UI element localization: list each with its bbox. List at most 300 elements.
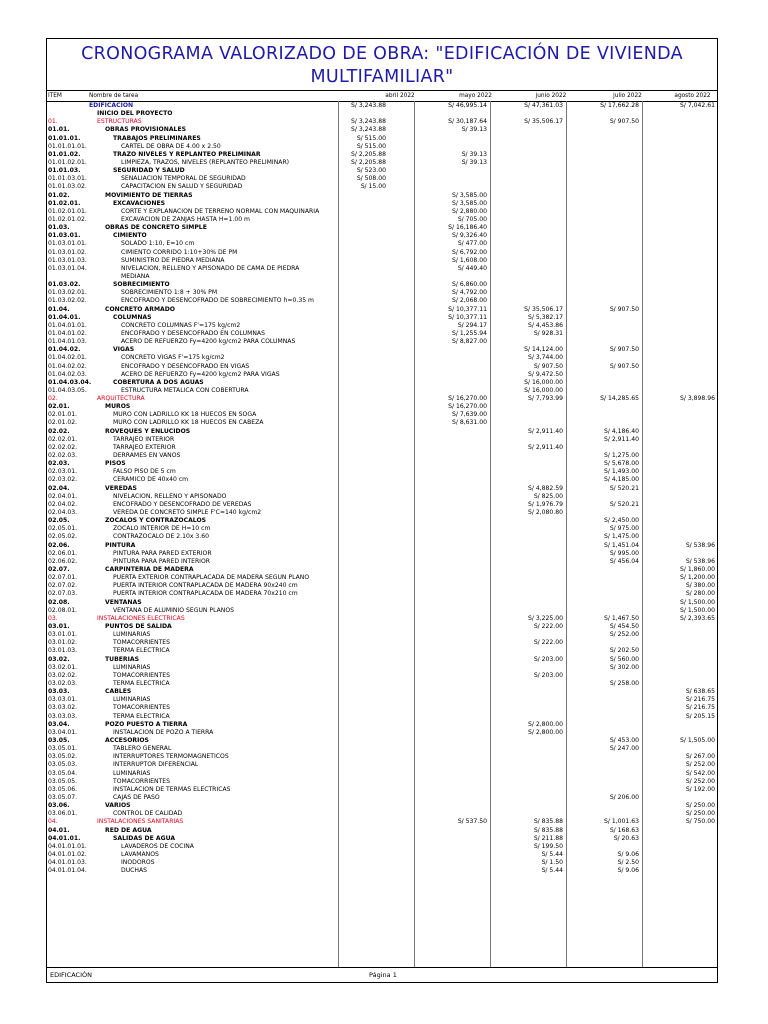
table-row (47, 843, 717, 851)
month-value: S/ 5.44 (541, 867, 563, 875)
item-code: 02.05.02. (48, 533, 78, 541)
table-row (47, 411, 717, 419)
month-value: S/ 750.00 (685, 818, 715, 826)
month-value: S/ 3,225.00 (528, 614, 563, 622)
task-name: OBRAS PROVISIONALES (105, 126, 186, 134)
month-value: S/ 515.00 (356, 142, 386, 150)
item-code: 01.04.02.03. (48, 370, 87, 378)
task-name: PUNTOS DE SALIDA (105, 623, 172, 630)
table-row (47, 680, 717, 688)
item-code: 03.05.03. (48, 761, 78, 769)
table-row (47, 558, 717, 566)
table-row (47, 859, 717, 867)
month-value: S/ 247.00 (609, 745, 639, 753)
page-title (47, 39, 717, 91)
item-code: 01.04.03.04. (48, 378, 92, 386)
task-name: TABLERO GENERAL (113, 745, 172, 753)
month-value: S/ 825.00 (533, 492, 563, 500)
task-name: DUCHAS (121, 867, 148, 875)
item-code: 02.03.01. (48, 468, 78, 476)
table-row (47, 827, 717, 835)
item-code: 01.03.01.01. (48, 240, 87, 248)
table-row (47, 664, 717, 672)
item-code: 03.03.02. (48, 704, 78, 712)
month-value: S/ 477.00 (457, 240, 487, 248)
task-name: VEREDAS (105, 484, 137, 492)
month-value: S/ 5,678.00 (604, 460, 639, 468)
month-value: S/ 39.13 (461, 158, 487, 166)
item-code: 02.04.02. (48, 500, 78, 508)
month-value: S/ 456.04 (609, 557, 639, 565)
item-code: 01.03.01.04. (48, 264, 87, 272)
table-row (47, 208, 717, 216)
task-name: EXCAVACIONES (113, 199, 166, 207)
item-code: 01.01.03. (48, 167, 81, 175)
column-divider (642, 101, 643, 968)
header-month-1: abril 2022 (385, 93, 415, 99)
task-name: LAVAMANOS (121, 850, 159, 858)
table-row (47, 753, 717, 761)
table-row (47, 615, 717, 623)
month-value: S/ 10,377.11 (448, 313, 487, 321)
table-row (47, 265, 717, 273)
table-row (47, 476, 717, 484)
header-month-2: mayo 2022 (459, 93, 492, 99)
month-value: S/ 222.00 (533, 639, 563, 647)
task-name: ESTRUCTURA METALICA CON COBERTURA (121, 386, 249, 394)
item-code: 01.03.01. (48, 232, 81, 240)
task-name: NIVELACIÓN, RELLENO Y APISONADO (113, 492, 227, 500)
month-value: S/ 1,475.00 (604, 533, 639, 541)
table-row (47, 192, 717, 200)
item-code: 01. (48, 118, 58, 126)
task-name: CONTRAZOCALO DE 2.10x 3.60 (113, 533, 209, 541)
month-value: S/ 3,898.96 (680, 395, 715, 403)
month-value: S/ 8,827.00 (452, 338, 487, 346)
item-code: 04. (48, 818, 58, 826)
table-row (47, 346, 717, 354)
month-value: S/ 1,451.04 (604, 541, 639, 549)
month-value: S/ 5.44 (541, 850, 563, 858)
month-value: S/ 1.50 (541, 859, 563, 867)
table-row (47, 428, 717, 436)
item-code: 03.01.03. (48, 647, 78, 655)
table-row (47, 867, 717, 875)
item-code: 01.02. (48, 191, 70, 199)
item-code: 02.08. (48, 598, 70, 606)
table-row (47, 631, 717, 639)
item-code: 01.03.02.01. (48, 289, 87, 297)
month-value: S/ 907.50 (609, 362, 639, 370)
month-value: S/ 3,243.88 (351, 118, 386, 126)
table-row (47, 566, 717, 574)
task-name: MURO CON LADRILLO KK 18 HUECOS EN CABEZA (113, 419, 264, 427)
item-code: 01.04.01.03. (48, 338, 87, 346)
task-name: TOMACORRIENTES (113, 671, 171, 679)
table-row (47, 118, 717, 126)
item-code: 02. (48, 395, 58, 403)
month-value: S/ 206.00 (609, 793, 639, 801)
month-value: S/ 216.75 (685, 704, 715, 712)
month-value: S/ 2,911.40 (604, 435, 639, 443)
task-name: LUMINARIAS (113, 631, 151, 639)
task-name: LUMINARIAS (113, 663, 151, 671)
item-code: 03. (48, 614, 58, 622)
item-code: 03.04. (48, 720, 70, 728)
month-value: S/ 520.21 (609, 484, 639, 492)
month-value: S/ 168.63 (609, 826, 639, 834)
month-value: S/ 222.00 (533, 623, 563, 630)
table-row (47, 289, 717, 297)
item-code: 01.04.01.01. (48, 321, 87, 329)
month-value: S/ 250.00 (685, 802, 715, 810)
task-name: CONCRETO ARMADO (105, 305, 175, 313)
item-code: 01.01.03.02. (48, 183, 87, 191)
item-code: 01.04.03.05. (48, 386, 87, 394)
month-value: S/ 1,467.50 (604, 614, 639, 622)
month-value: S/ 6,860.00 (452, 281, 487, 289)
task-name: SEÑALIACIÓN TEMPORAL DE SEGURIDAD (121, 175, 246, 183)
month-value: S/ 454.50 (609, 623, 639, 630)
month-value: S/ 252.00 (685, 761, 715, 769)
task-name: PINTURA (105, 541, 136, 549)
task-name: ESTRUCTURAS (97, 118, 142, 126)
task-name: ACERO DE REFUERZO Fy=4200 kg/cm2 PARA COLUMNAS (121, 338, 296, 346)
item-code: 02.05.01. (48, 525, 78, 533)
month-value: S/ 2,450.00 (604, 517, 639, 525)
table-row (47, 574, 717, 582)
table-row (47, 200, 717, 208)
month-value: S/ 16,000.00 (524, 378, 563, 386)
header-task-name: Nombre de tarea (89, 93, 139, 99)
item-code: 03.06.01. (48, 810, 78, 818)
item-code: 01.03.01.02. (48, 248, 87, 256)
month-value: S/ 907.50 (609, 118, 639, 126)
item-code: 03.05.02. (48, 753, 78, 761)
task-name: PUERTA INTERIOR CONTRAPLACADA DE MADERA 90x240 cm (113, 582, 298, 590)
task-name: NIVELACIÓN, RELLENO Y APISONADO DE CAMA DE PIEDRA (121, 264, 300, 272)
table-row (47, 721, 717, 729)
item-code: 01.04.01. (48, 313, 81, 321)
month-value: S/ 39.13 (461, 126, 487, 134)
month-value: S/ 252.00 (685, 777, 715, 785)
month-value: S/ 16,270.00 (448, 395, 487, 403)
item-code: 03.02. (48, 655, 70, 663)
month-value: S/ 16,186.40 (448, 224, 487, 232)
table-row (47, 590, 717, 598)
month-value: S/ 4,185.00 (604, 476, 639, 484)
month-value: S/ 202.50 (609, 647, 639, 655)
table-row (47, 110, 717, 118)
column-divider (490, 101, 491, 968)
item-code: 03.02.01. (48, 663, 78, 671)
table-row (47, 338, 717, 346)
table-row (47, 371, 717, 379)
task-name: INODOROS (121, 859, 155, 867)
item-code: 03.05.04. (48, 769, 78, 777)
task-name: PUERTA INTERIOR CONTRAPLACADA DE MADERA 70x210 cm (113, 590, 298, 598)
month-value: S/ 35,506.17 (524, 118, 563, 126)
item-code: 02.04.01. (48, 492, 78, 500)
month-value: S/ 35,506.17 (524, 305, 563, 313)
task-name: CIMIENTO CORRIDO 1:10+30% DE PM (121, 248, 238, 256)
table-row (47, 786, 717, 794)
month-value: S/ 705.00 (457, 215, 487, 223)
month-value: S/ 9.06 (617, 867, 639, 875)
month-value: S/ 3,744.00 (528, 354, 563, 362)
month-value: S/ 7,042.61 (680, 102, 715, 109)
table-row (47, 395, 717, 403)
table-row (47, 501, 717, 509)
month-value: S/ 5,382.17 (528, 313, 563, 321)
month-value: S/ 2,880.00 (452, 207, 487, 215)
task-name: TOMACORRIENTES (113, 639, 171, 647)
item-code: 01.01.01.01. (48, 142, 87, 150)
item-code: 04.01. (48, 826, 70, 834)
month-value: S/ 16,000.00 (524, 386, 563, 394)
month-value: S/ 538.96 (685, 557, 715, 565)
task-name: LUMINARIAS (113, 696, 151, 704)
task-name: FALSO PISO DE 5 cm (113, 468, 176, 476)
table-row (47, 639, 717, 647)
item-code: 02.07. (48, 566, 70, 574)
item-code: 02.01. (48, 403, 70, 411)
month-value: S/ 16,270.00 (448, 403, 487, 411)
task-name: CERAMICO DE 40x40 cm (113, 476, 189, 484)
table-row (47, 419, 717, 427)
task-name: LIMPIEZA, TRAZOS, NIVELES (REPLANTEO PRELIMINAR) (121, 158, 290, 166)
month-value: S/ 267.00 (685, 753, 715, 761)
header-month-4: julio 2022 (613, 93, 642, 99)
table-row (47, 550, 717, 558)
table-row (47, 778, 717, 786)
table-row (47, 810, 717, 818)
item-code: 01.03.01.03. (48, 256, 87, 264)
table-row (47, 745, 717, 753)
month-value: S/ 2.50 (617, 859, 639, 867)
table-row (47, 509, 717, 517)
month-value: S/ 1,505.00 (680, 736, 715, 744)
table-row (47, 322, 717, 330)
month-value: S/ 2,205.88 (351, 150, 386, 158)
month-value: S/ 907.50 (609, 346, 639, 354)
item-code: 04.01.01.03. (48, 859, 87, 867)
month-value: S/ 995.00 (609, 549, 639, 557)
table-row (47, 314, 717, 322)
task-name: INTERRUPTORES TERMOMAGNETICOS (113, 753, 229, 761)
item-code: 03.03.03. (48, 712, 78, 720)
month-value: S/ 15.00 (360, 183, 386, 191)
task-name: TRAZO NIVELES Y REPLANTEO PRELIMINAR (113, 150, 261, 158)
table-row (47, 306, 717, 314)
task-name: SUMINISTRO DE PIEDRA MEDIANA (121, 256, 225, 264)
task-name: ENCOFRADO Y DESENCOFRADO EN VIGAS (121, 362, 250, 370)
item-code: 02.07.01. (48, 574, 78, 582)
item-code: 03.05.07. (48, 793, 78, 801)
task-name: EDIFICACIÓN (89, 102, 134, 109)
task-name: TARRAJEO EXTERIOR (113, 443, 176, 451)
table-row (47, 468, 717, 476)
item-code: 03.01.01. (48, 631, 78, 639)
task-name: ACERO DE REFUERZO Fy=4200 kg/cm2 PARA VIGAS (121, 370, 280, 378)
table-row (47, 794, 717, 802)
item-code: 03.06. (48, 802, 70, 810)
month-value: S/ 20.63 (613, 834, 639, 842)
item-code: 03.01.02. (48, 639, 78, 647)
table-row (47, 126, 717, 134)
table-row (47, 542, 717, 550)
table-row (47, 387, 717, 395)
task-name: LUMINARIAS (113, 769, 151, 777)
table-row (47, 257, 717, 265)
table-row (47, 330, 717, 338)
table-row (47, 240, 717, 248)
table-row (47, 297, 717, 305)
item-code: 03.05.05. (48, 777, 78, 785)
item-code: 02.01.02. (48, 419, 78, 427)
task-name: ZOCALOS Y CONTRAZOCALOS (105, 517, 207, 525)
item-code: 04.01.01.01. (48, 842, 87, 850)
month-value: S/ 203.00 (533, 655, 563, 663)
month-value: S/ 1,860.00 (680, 566, 715, 574)
item-code: 01.03. (48, 224, 70, 232)
table-row (47, 688, 717, 696)
month-value: S/ 9,326.40 (452, 232, 487, 240)
month-value: S/ 928.31 (533, 329, 563, 337)
task-name: SOBRECIMIENTO (113, 281, 170, 289)
task-name: INTERRUPTOR DIFERENCIAL (113, 761, 199, 769)
task-name: DERRAMES EN VANOS (113, 452, 181, 460)
item-code: 01.04.02.01. (48, 354, 87, 362)
task-name: SOBRECIMIENTO 1:8 + 30% PM (121, 289, 218, 297)
month-value: S/ 538.96 (685, 541, 715, 549)
month-value: S/ 515.00 (356, 134, 386, 142)
table-row (47, 647, 717, 655)
header-month-3: junio 2022 (535, 93, 567, 99)
table-row (47, 533, 717, 541)
item-code: 01.01.02.01. (48, 158, 87, 166)
task-name: INSTALACION DE POZO A TIERRA (113, 728, 214, 736)
month-value: S/ 46,995.14 (448, 102, 487, 109)
month-value: S/ 537.50 (457, 818, 487, 826)
item-code: 01.02.01. (48, 199, 81, 207)
task-name: ENCOFRADO Y DESENCOFRADO DE SOBRECIMIENTO h=0.35 m (121, 297, 314, 305)
table-row (47, 436, 717, 444)
task-name: VENTANA DE ALUMINIO SEGÚN PLANOS (113, 606, 234, 614)
item-code: 01.01.03.01. (48, 175, 87, 183)
task-name: TUBERIAS (105, 655, 139, 663)
month-value: S/ 1,001.63 (604, 818, 639, 826)
column-divider (338, 101, 339, 968)
task-name: PUERTA EXTERIOR CONTRAPLACADA DE MADERA SEGÚN PLANO (113, 574, 310, 582)
table-row (47, 135, 717, 143)
table-row (47, 851, 717, 859)
task-name: CABLES (105, 688, 132, 696)
task-name: CAJAS DE PASO (113, 793, 160, 801)
month-value: S/ 199.50 (533, 842, 563, 850)
month-value: S/ 638.65 (685, 688, 715, 696)
item-code: 01.02.01.02. (48, 215, 87, 223)
task-name: TERMA ELECTRICA (113, 679, 170, 687)
item-code: 01.03.02. (48, 281, 81, 289)
table-row (47, 281, 717, 289)
month-value: S/ 523.00 (356, 167, 386, 175)
task-name: TOMACORRIENTES (113, 777, 171, 785)
month-value: S/ 1,275.00 (604, 452, 639, 460)
task-name: ZOCALO INTERIOR DE H=10 cm (113, 525, 211, 533)
table-row (47, 704, 717, 712)
task-name: PINTURA PARA PARED INTERIOR (113, 557, 211, 565)
item-code: 03.02.02. (48, 671, 78, 679)
month-value: S/ 1,255.94 (452, 329, 487, 337)
task-name: POZO PUESTO A TIERRA (105, 720, 188, 728)
item-code: 02.02.02. (48, 443, 78, 451)
month-value: S/ 2,393.65 (680, 614, 715, 622)
month-value: S/ 4,792.00 (452, 289, 487, 297)
task-name: VIGAS (113, 346, 135, 354)
item-code: 01.01. (48, 126, 70, 134)
task-name: INSTALACIONES SANITARIAS (97, 818, 184, 826)
task-name: ARQUITECTURA (97, 395, 145, 403)
item-code: 01.04.02.02. (48, 362, 87, 370)
task-name: MOVIMIENTO DE TIERRAS (105, 191, 193, 199)
item-code: 02.07.02. (48, 582, 78, 590)
table-row (47, 379, 717, 387)
table-row (47, 672, 717, 680)
task-name: MEDIANA (121, 272, 150, 280)
table-row (47, 713, 717, 721)
task-name: OBRAS DE CONCRETO SIMPLE (105, 224, 207, 232)
item-code: 01.04. (48, 305, 70, 313)
table-row (47, 761, 717, 769)
task-name: SEGURIDAD Y SALUD (113, 167, 185, 175)
item-code: 02.03. (48, 460, 70, 468)
month-value: S/ 192.00 (685, 785, 715, 793)
table-row (47, 452, 717, 460)
item-code: 03.05.01. (48, 745, 78, 753)
table-row (47, 525, 717, 533)
item-code: 01.01.01. (48, 134, 81, 142)
item-code: 04.01.01.02. (48, 850, 87, 858)
header-item: ITEM (48, 93, 62, 99)
table-row (47, 696, 717, 704)
task-name: ENCOFRADO Y DESENCOFRADO EN COLUMNAS (121, 329, 265, 337)
table-row (47, 485, 717, 493)
item-code: 03.03.01. (48, 696, 78, 704)
footer-page-number: Página 1 (369, 971, 397, 979)
item-code: 03.04.01. (48, 728, 78, 736)
month-value: S/ 7,639.00 (452, 411, 487, 419)
month-value: S/ 907.50 (533, 362, 563, 370)
month-value: S/ 7,793.99 (528, 395, 563, 403)
table-row (47, 835, 717, 843)
task-name: ENCOFRADO Y DESENCOFRADO DE VEREDAS (113, 500, 252, 508)
item-code: 01.02.01.01. (48, 207, 87, 215)
task-name: CORTE Y EXPLANACION DE TERRENO NORMAL CON MAQUINARIA (121, 207, 320, 215)
table-row (47, 729, 717, 737)
month-value: S/ 4,882.59 (528, 484, 563, 492)
month-value: S/ 250.00 (685, 810, 715, 818)
table-row (47, 102, 717, 110)
month-value: S/ 1,500.00 (680, 606, 715, 614)
task-name: CONTROL DE CALIDAD (113, 810, 183, 818)
month-value: S/ 258.00 (609, 679, 639, 687)
month-value: S/ 3,585.00 (452, 191, 487, 199)
table-row (47, 582, 717, 590)
item-code: 03.02.03. (48, 679, 78, 687)
task-name: SALIDAS DE AGUA (113, 834, 176, 842)
month-value: S/ 975.00 (609, 525, 639, 533)
